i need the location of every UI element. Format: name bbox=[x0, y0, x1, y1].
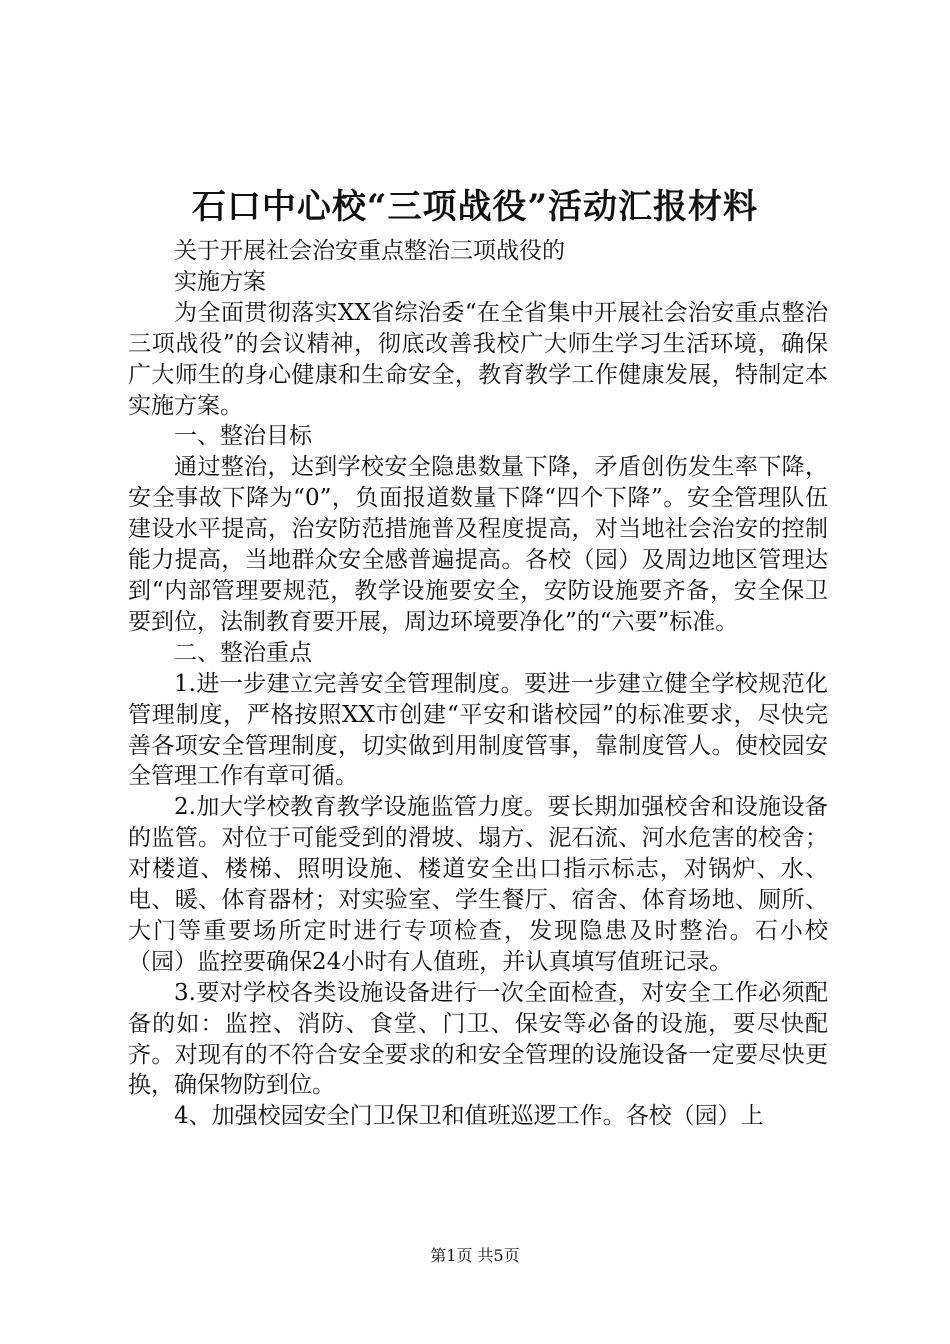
paragraph-item-2: 2.加大学校教育教学设施监管力度。要长期加强校舍和设施设备的监管。对位于可能受到的滑坡、塌方、泥石流、河水危害的校舍；对楼道、楼梯、照明设施、楼道安全出口指示标志，对锅炉、水、电、暖、体育器材；对实验室、学生餐厅、宿舍、体育场地、厕所、大门等重要场所定时进行专项检查，发现隐患及时整治。石小校（园）监控要确保24小时有人值班，并认真填写值班记录。 bbox=[128, 794, 828, 975]
section-heading-goals: 一、整治目标 bbox=[174, 423, 312, 450]
page-footer: 第1页 共5页 bbox=[430, 1246, 520, 1265]
paragraph-item-1: 1.进一步建立完善安全管理制度。要进一步建立健全学校规范化管理制度，严格按照XX市创建“平安和谐校园”的标准要求，尽快完善各项安全管理制度，切实做到用制度管事，靠制度管人。使校园安全管理工作有章可循。 bbox=[128, 670, 828, 790]
document-body bbox=[128, 236, 828, 1132]
paragraph-subtitle-line2: 实施方案 bbox=[174, 268, 266, 295]
paragraph-item-4: 4、加强校园安全门卫保卫和值班巡逻工作。各校（园）上 bbox=[174, 1103, 764, 1130]
paragraph-subtitle-line1: 关于开展社会治安重点整治三项战役的 bbox=[174, 238, 565, 264]
paragraph-goals: 通过整治，达到学校安全隐患数量下降，矛盾创伤发生率下降，安全事故下降为“0”，负面报道数量下降“四个下降”。安全管理队伍建设水平提高，治安防范措施普及程度提高，对当地社会治安的控制能力提高，当地群众安全感普遍提高。各校（园）及周边地区管理达到“内部管理要规范，教学设施要安全，安防设施要齐备，安全保卫要到位，法制教育要开展，周边环境要净化”的“六要”标准。 bbox=[128, 454, 828, 635]
document-title: 石口中心校“三项战役”活动汇报材料 bbox=[191, 187, 759, 227]
paragraph-intro: 为全面贯彻落实XX省综治委“在全省集中开展社会治安重点整治三项战役”的会议精神，彻底改善我校广大师生学习生活环境，确保广大师生的身心健康和生命安全，教育教学工作健康发展，特制定本实施方案。 bbox=[128, 299, 828, 419]
paragraph-item-3: 3.要对学校各类设施设备进行一次全面检查，对安全工作必须配备的如：监控、消防、食堂、门卫、保安等必备的设施，要尽快配齐。对现有的不符合安全要求的和安全管理的设施设备一定要尽快更换，确保物防到位。 bbox=[128, 979, 828, 1099]
section-heading-focus: 二、整治重点 bbox=[174, 639, 312, 666]
